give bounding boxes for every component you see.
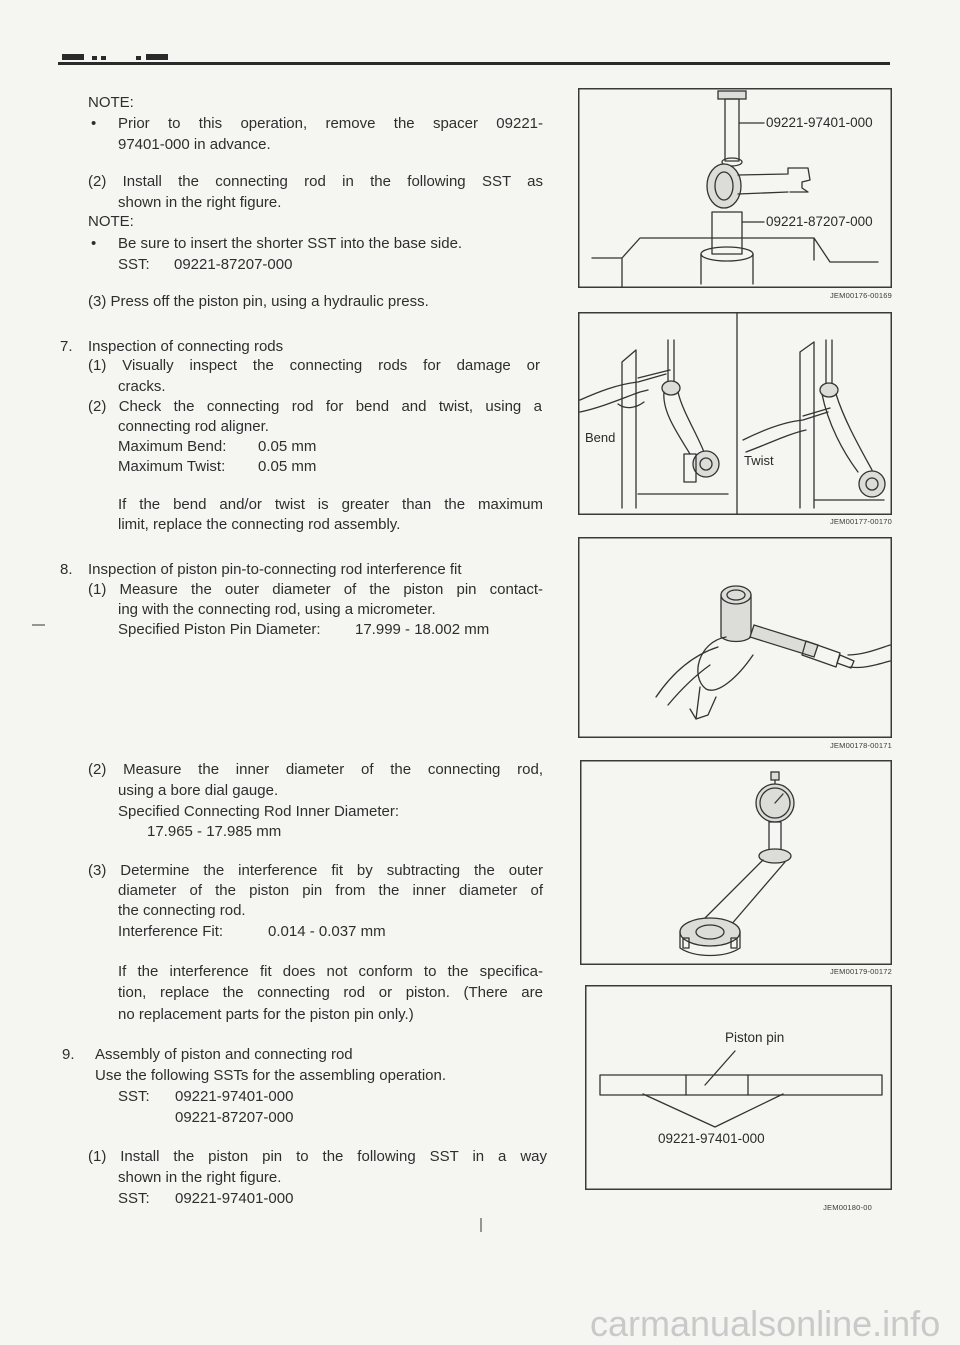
section-8-remark-line: no replacement parts for the piston pin only.) bbox=[118, 1006, 414, 1023]
spec-interference-value: 0.014 - 0.037 mm bbox=[268, 923, 386, 940]
note-a-label: NOTE: bbox=[88, 94, 134, 111]
section-8-step-1-line: ing with the connecting rod, using a micrometer. bbox=[118, 601, 436, 618]
note-b-label: NOTE: bbox=[88, 213, 134, 230]
figure-dial-gauge bbox=[580, 760, 892, 965]
section-9-number: 9. bbox=[62, 1046, 75, 1063]
site-watermark: carmanualsonline.info bbox=[590, 1303, 941, 1344]
header-rule bbox=[0, 0, 960, 80]
step-2-line: shown in the right figure. bbox=[118, 194, 282, 211]
note-a-line: Prior to this operation, remove the spacer 09221- bbox=[118, 115, 543, 132]
note-b-line: Be sure to insert the shorter SST into the base side. bbox=[118, 235, 463, 252]
figure-bend-twist bbox=[578, 312, 892, 515]
upper-sst-tool bbox=[718, 91, 764, 166]
section-7-remark-line: limit, replace the connecting rod assembly. bbox=[118, 516, 401, 533]
section-7-step-1-line: (1) Visually inspect the connecting rods for damage or bbox=[88, 357, 540, 374]
note-b-bullet: • bbox=[91, 235, 97, 252]
section-8-step-2-line: using a bore dial gauge. bbox=[118, 782, 279, 799]
figure-4-caption: JEM00179-00172 bbox=[829, 967, 892, 976]
sst-a-value: 09221-87207-000 bbox=[174, 256, 293, 273]
spec-max-bend-label: Maximum Bend: bbox=[118, 438, 227, 455]
section-9-title: Assembly of piston and connecting rod bbox=[95, 1046, 353, 1063]
section-8-number: 8. bbox=[60, 561, 73, 578]
section-8-step-3-line: (3) Determine the interference fit by subtracting the outer bbox=[88, 862, 543, 879]
section-9-step-1-line: (1) Install the piston pin to the following SST in a way bbox=[88, 1148, 547, 1165]
spec-interference-label: Interference Fit: bbox=[118, 923, 224, 940]
spec-piston-pin-value: 17.999 - 18.002 mm bbox=[355, 621, 490, 638]
section-8-step-2-line: (2) Measure the inner diameter of the connecting rod, bbox=[88, 761, 543, 778]
section-7-step-1-line: cracks. bbox=[118, 378, 166, 395]
figure-2-caption: JEM00177-00170 bbox=[829, 517, 892, 526]
piston-pin-drawing bbox=[721, 586, 751, 642]
section-8-step-1-line: (1) Measure the outer diameter of the piston pin contact- bbox=[88, 581, 543, 598]
bend-label: Bend bbox=[585, 430, 616, 445]
spec-max-twist-value: 0.05 mm bbox=[258, 458, 317, 475]
step-3-line: (3) Press off the piston pin, using a hydraulic press. bbox=[88, 293, 429, 310]
micrometer-illustration bbox=[578, 537, 892, 738]
figure-1-caption: JEM00176-00169 bbox=[829, 291, 892, 300]
section-7-number: 7. bbox=[60, 338, 73, 355]
section-8-remark-line: If the interference fit does not conform to the specifica- bbox=[118, 963, 543, 980]
twist-label: Twist bbox=[744, 453, 774, 468]
sst-a-label: SST: bbox=[118, 256, 150, 273]
lower-sst-label: 09221-87207-000 bbox=[766, 214, 873, 229]
figure-press-setup bbox=[578, 88, 892, 288]
figure-micrometer bbox=[578, 537, 892, 738]
step-2-line: (2) Install the connecting rod in the following SST as bbox=[88, 173, 543, 190]
dial-gauge-illustration bbox=[580, 760, 892, 965]
leader-lines bbox=[643, 1051, 783, 1127]
sst-bar-drawing bbox=[600, 1075, 882, 1095]
section-9-sst-label: SST: bbox=[118, 1088, 150, 1105]
spec-rod-inner-label: Specified Connecting Rod Inner Diameter: bbox=[118, 803, 399, 820]
figure-pin-install bbox=[585, 985, 892, 1190]
section-9-step-1-sst-label: SST: bbox=[118, 1190, 150, 1207]
upper-sst-label: 09221-97401-000 bbox=[766, 115, 873, 130]
bend-check-drawing bbox=[580, 340, 728, 508]
twist-check-drawing bbox=[743, 340, 885, 508]
section-7-step-2-line: connecting rod aligner. bbox=[118, 418, 269, 435]
connecting-rod-drawing bbox=[680, 849, 791, 956]
spec-piston-pin-label: Specified Piston Pin Diameter: bbox=[118, 621, 321, 638]
bend-twist-illustration bbox=[578, 312, 892, 515]
lower-sst-tool bbox=[701, 212, 764, 284]
section-9-step-1-sst-value: 09221-97401-000 bbox=[175, 1190, 294, 1207]
section-9-intro: Use the following SSTs for the assembling operation. bbox=[95, 1067, 447, 1084]
spec-max-bend-value: 0.05 mm bbox=[258, 438, 317, 455]
dial-gauge-drawing bbox=[756, 772, 794, 850]
note-a-line: 97401-000 in advance. bbox=[118, 136, 271, 153]
figure-3-caption: JEM00178-00171 bbox=[829, 741, 892, 750]
press-base bbox=[592, 238, 878, 287]
pin-install-illustration bbox=[585, 985, 892, 1190]
spec-rod-inner-value: 17.965 - 17.985 mm bbox=[147, 823, 282, 840]
spec-max-twist-label: Maximum Twist: bbox=[118, 458, 226, 475]
section-8-step-3-line: the connecting rod. bbox=[118, 902, 246, 919]
section-8-remark-line: tion, replace the connecting rod or piston. (There are bbox=[118, 984, 543, 1001]
connecting-rod bbox=[707, 164, 810, 208]
section-8-title: Inspection of piston pin-to-connecting rod interference fit bbox=[88, 561, 462, 578]
section-9-sst-value: 09221-87207-000 bbox=[175, 1109, 294, 1126]
figure-5-caption: JEM00180-00 bbox=[823, 1203, 872, 1212]
section-7-remark-line: If the bend and/or twist is greater than the maximum bbox=[118, 496, 543, 513]
section-9-sst-value: 09221-97401-000 bbox=[175, 1088, 294, 1105]
section-7-title: Inspection of connecting rods bbox=[88, 338, 284, 355]
micrometer-drawing bbox=[656, 625, 890, 719]
piston-pin-label: Piston pin bbox=[725, 1030, 785, 1045]
section-9-step-1-line: shown in the right figure. bbox=[118, 1169, 282, 1186]
note-a-bullet: • bbox=[91, 115, 97, 132]
section-8-step-3-line: diameter of the piston pin from the inner diameter of bbox=[118, 882, 543, 899]
pin-sst-label: 09221-97401-000 bbox=[658, 1131, 765, 1146]
section-7-step-2-line: (2) Check the connecting rod for bend and twist, using a bbox=[88, 398, 542, 415]
